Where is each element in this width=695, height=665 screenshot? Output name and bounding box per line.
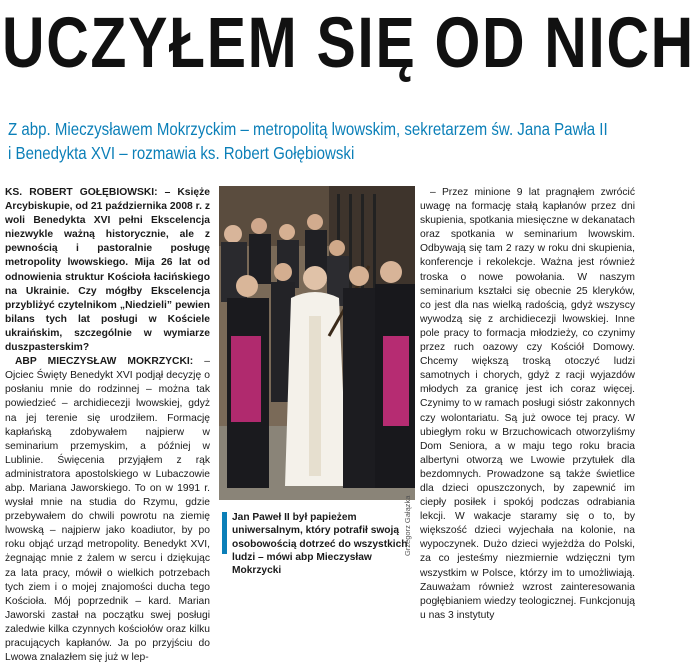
article-subheading (8, 117, 636, 165)
interview-answer (5, 355, 210, 665)
interview-question: KS. ROBERT GOŁĘBIOWSKI: – Księże Arcybiskupie, od 21 października 2008 r. z woli Benedykta XVI pełni Ekscelencja niezwykle ważną historycznie, ale z pewnością i pastoralnie posługę metropolity lwowskiego. Mija 26 lat od odnowienia struktur Kościoła łacińskiego na Ukrainie. Czy mógłby Ekscelencja przybliżyć czytelnikom „Niedzieli” pewien bilans tych lat posługi w Kościele ukraińskim, szczególnie w wymiarze duszpasterskim? (5, 187, 210, 354)
answer-speaker: ABP MIECZYSŁAW MOKRZYCKI: (15, 356, 194, 368)
photo-caption: Jan Paweł II był papieżem uniwersalnym, który potrafił swoją osobowością dotrzeć do wszystkich ludzi – mówi abp Mieczysław Mokrzycki (232, 512, 408, 577)
answer-continuation: – Przez minione 9 lat pragnąłem zwrócić uwagę na formację stałą kapłanów przez dni skupienia, spotkania miesięczne w dekanatach oraz spotkania w seminarium lwowskim. Odbywają się tam 2 razy w roku dni skupienia, konferencje i rekolekcje. Ważna jest również troska o nowe powołania. W naszym seminarium kształci się obecnie 25 kleryków, co jest dla nas wielką radością, gdyż wszyscy wywodzą się z archidiecezji lwowskiej. Inne pole pracy to formacja młodzieży, co czynimy przez ruch oazowy czy Kościół Domowy. Chcemy większą troską otoczyć ludzi samotnych i chorych, gdyż z racji wyjazdów młodych za granicę jest ich coraz więcej. Czynimy to w ramach posługi sióstr zakonnych czy wolontariatu. Są już owoce tej pracy. W ubiegłym roku w Brzuchowicach otworzyliśmy Dom Seniora, a w maju tego roku bracia albertyni otworzą we Lwowie przytułek dla bezdomnych. Prowadzone są także świetlice dla dzieci opuszczonych, by zapewnić im ciepły posiłek i spokój podczas odrabiania lekcji. W wakacje staramy się o to, by większość dzieci wyjechała na kolonie, na wypoczynek. Dużo dzieci wyjeżdża do Polski, za co jesteśmy niezmiernie wdzięczni tym wszystkim w Polsce, którzy im to umożliwiają. Zauważam również wzrost zainteresowania pogłębianiem wiedzy teologicznej. Funkcjonują u nas 3 instytuty (420, 187, 635, 621)
caption-accent-bar (222, 512, 227, 554)
left-text-column (5, 186, 210, 665)
answer-text: – Ojciec Święty Benedykt XVI podjął decyzję o posłaniu mnie do rodzinnej – można tak powiedzieć – archidiecezji lwowskiej, gdyż na jej terenie się urodziłem. Formację kapłańską zdobywałem najpierw w seminarium przemyskim, a później w Lublinie. Święcenia przyjąłem z rąk administratora apostolskiego w Lubaczowie abp. Mariana Jaworskiego. To on w 1991 r. wysłał mnie na studia do Rzymu, gdzie przebywałem do chwili powrotu na ziemię lwowską – najpierw jako koadiutor, by po roku objąć urząd metropolity. Benedykt XVI, żegnając mnie z żalem w sercu i dziękując za lata pracy, mówił o wielkich potrzebach tych ziem i o mojej znajomości ducha tego Kościoła. Mój poprzednik – kard. Marian Jaworski zastał na początku swej posługi zaledwie kilka czynnych kościołów oraz kilku pracujących kapłanów. Ja po przyjściu do Lwowa znalazłem się już w lep- (5, 356, 210, 664)
subheading-line-1: Z abp. Mieczysławem Mokrzyckim – metropolitą lwowskim, sekretarzem św. Jana Pawła II (8, 119, 608, 139)
photo-credit: Grzegorz Gałązka (403, 495, 412, 556)
article-photo (219, 186, 415, 500)
article-headline: UCZYŁEM SIĘ OD NICH (2, 4, 695, 83)
subheading-line-2: i Benedykta XVI – rozmawia ks. Robert Gołębiowski (8, 143, 355, 163)
right-text-column (420, 186, 635, 623)
